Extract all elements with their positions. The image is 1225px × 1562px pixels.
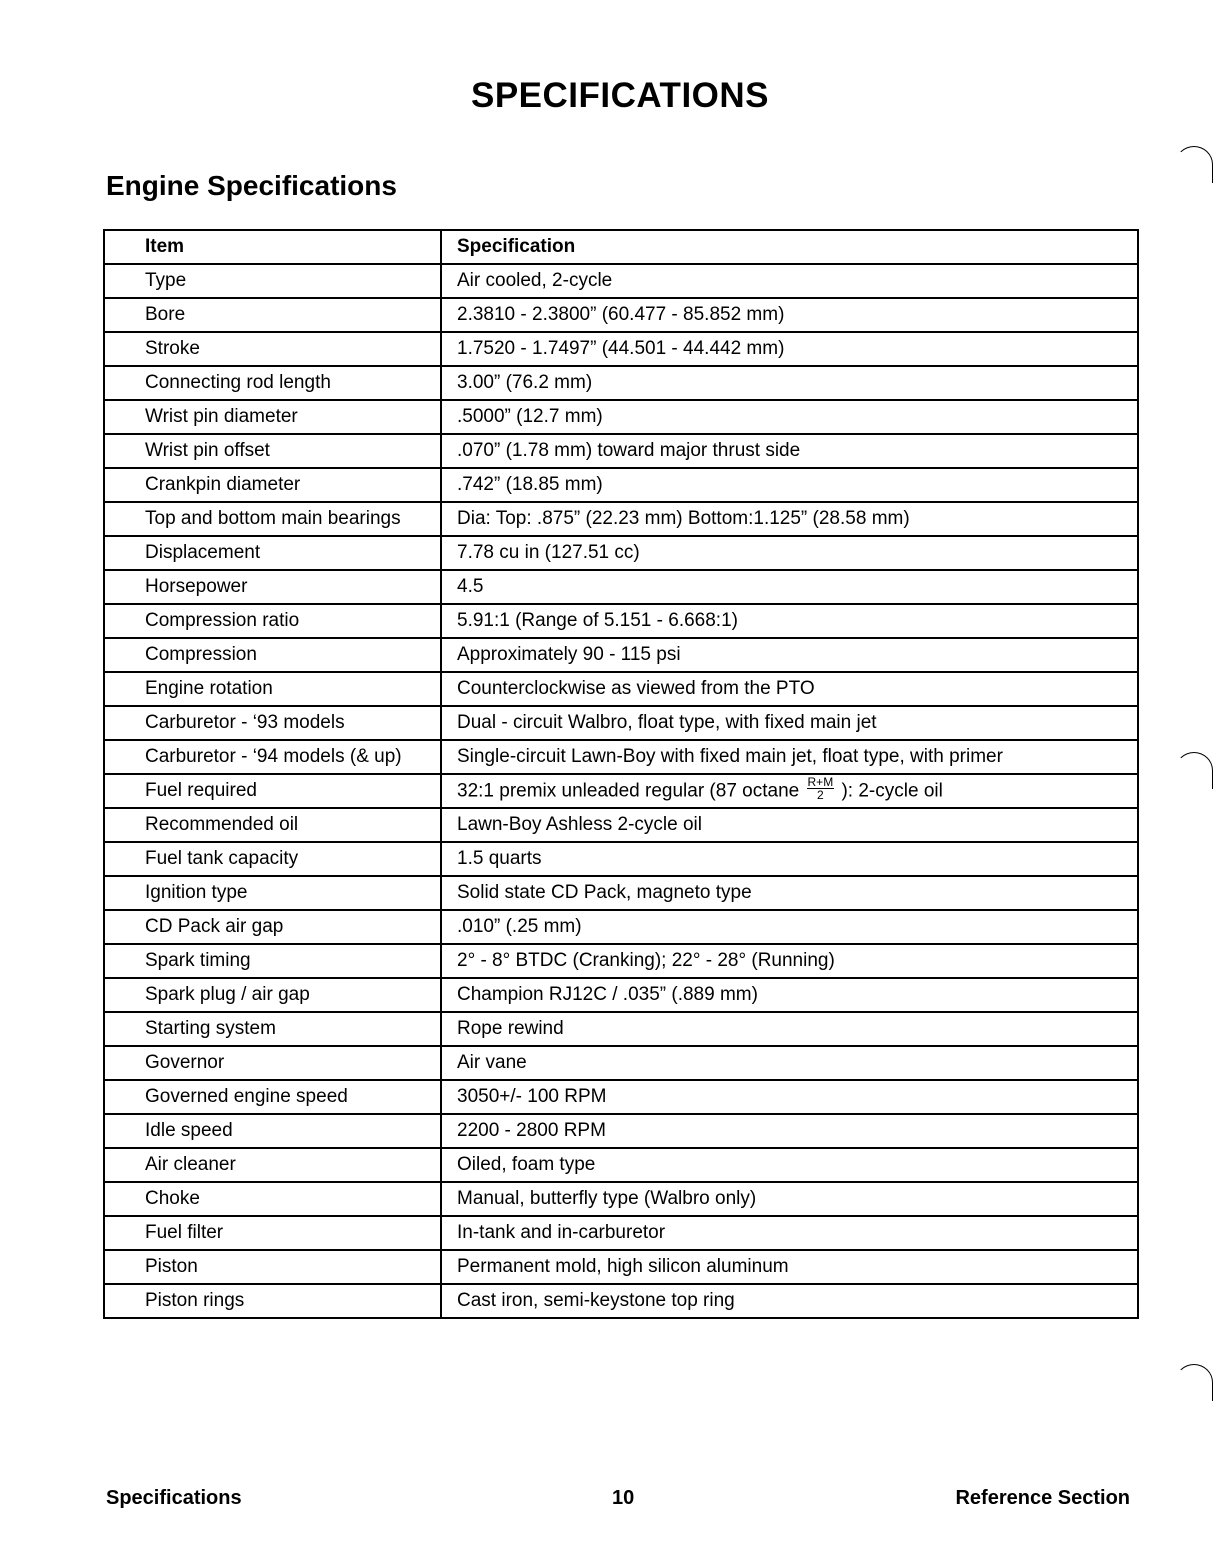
table-row [104, 876, 1138, 910]
row-item: Spark plug / air gap [104, 978, 441, 1012]
row-specification: Dual - circuit Walbro, float type, with fixed main jet [441, 706, 1138, 740]
table-row [104, 706, 1138, 740]
table-row [104, 808, 1138, 842]
row-specification: Air cooled, 2-cycle [441, 264, 1138, 298]
table-row [104, 978, 1138, 1012]
row-specification: 4.5 [441, 570, 1138, 604]
row-item: Idle speed [104, 1114, 441, 1148]
table-row [104, 502, 1138, 536]
table-row [104, 332, 1138, 366]
fuel-spec-text-after: ): 2-cycle oil [841, 780, 943, 802]
row-specification: In-tank and in-carburetor [441, 1216, 1138, 1250]
row-item: CD Pack air gap [104, 910, 441, 944]
row-specification: Air vane [441, 1046, 1138, 1080]
column-header-item: Item [104, 230, 441, 264]
table-row [104, 1114, 1138, 1148]
row-specification: .010” (.25 mm) [441, 910, 1138, 944]
row-item: Recommended oil [104, 808, 441, 842]
binder-hole-mark-middle [1175, 752, 1213, 789]
row-item: Wrist pin diameter [104, 400, 441, 434]
table-row [104, 1012, 1138, 1046]
row-item: Governor [104, 1046, 441, 1080]
row-item: Piston rings [104, 1284, 441, 1318]
table-row [104, 842, 1138, 876]
fraction-denominator: 2 [817, 787, 824, 802]
row-specification: Cast iron, semi-keystone top ring [441, 1284, 1138, 1318]
table-row [104, 366, 1138, 400]
row-specification: Dia: Top: .875” (22.23 mm) Bottom:1.125” (28.58 mm) [441, 502, 1138, 536]
row-specification: Approximately 90 - 115 psi [441, 638, 1138, 672]
row-item: Air cleaner [104, 1148, 441, 1182]
table-row [104, 944, 1138, 978]
row-specification: Single-circuit Lawn-Boy with fixed main jet, float type, with primer [441, 740, 1138, 774]
row-item: Horsepower [104, 570, 441, 604]
engine-spec-table [103, 229, 1139, 1319]
row-specification: Solid state CD Pack, magneto type [441, 876, 1138, 910]
row-item: Wrist pin offset [104, 434, 441, 468]
table-row [104, 1284, 1138, 1318]
table-row [104, 1080, 1138, 1114]
table-row [104, 434, 1138, 468]
table-row [104, 536, 1138, 570]
row-specification: 2200 - 2800 RPM [441, 1114, 1138, 1148]
row-specification: Permanent mold, high silicon aluminum [441, 1250, 1138, 1284]
row-item: Engine rotation [104, 672, 441, 706]
row-specification: 2.3810 - 2.3800” (60.477 - 85.852 mm) [441, 298, 1138, 332]
page-title: SPECIFICATIONS [470, 76, 770, 115]
row-item: Stroke [104, 332, 441, 366]
binder-hole-mark-bottom [1175, 1364, 1213, 1401]
row-specification: 1.5 quarts [441, 842, 1138, 876]
row-specification [441, 774, 1138, 808]
row-specification: Rope rewind [441, 1012, 1138, 1046]
row-specification: Counterclockwise as viewed from the PTO [441, 672, 1138, 706]
row-item: Spark timing [104, 944, 441, 978]
section-title: Engine Specifications [106, 170, 397, 201]
footer-page-number: 10 [612, 1487, 635, 1509]
row-item: Connecting rod length [104, 366, 441, 400]
row-item: Governed engine speed [104, 1080, 441, 1114]
row-item: Compression ratio [104, 604, 441, 638]
table-row [104, 468, 1138, 502]
table-row [104, 1148, 1138, 1182]
row-specification: Champion RJ12C / .035” (.889 mm) [441, 978, 1138, 1012]
octane-fraction [807, 776, 835, 801]
row-item: Piston [104, 1250, 441, 1284]
row-item: Top and bottom main bearings [104, 502, 441, 536]
row-item: Fuel required [104, 774, 441, 808]
row-specification: 2° - 8° BTDC (Cranking); 22° - 28° (Running) [441, 944, 1138, 978]
row-specification: .070” (1.78 mm) toward major thrust side [441, 434, 1138, 468]
row-item: Choke [104, 1182, 441, 1216]
table-row [104, 298, 1138, 332]
table-row [104, 1182, 1138, 1216]
row-specification: Lawn-Boy Ashless 2-cycle oil [441, 808, 1138, 842]
row-item: Carburetor - ‘93 models [104, 706, 441, 740]
table-row [104, 1250, 1138, 1284]
table-row [104, 1216, 1138, 1250]
footer-reference-section: Reference Section [955, 1487, 1130, 1509]
table-row [104, 910, 1138, 944]
table-row [104, 638, 1138, 672]
fuel-spec-text: 32:1 premix unleaded regular (87 octane [457, 780, 800, 802]
table-row [104, 570, 1138, 604]
footer-section-name: Specifications [106, 1487, 242, 1509]
row-item: Starting system [104, 1012, 441, 1046]
row-specification: 5.91:1 (Range of 5.151 - 6.668:1) [441, 604, 1138, 638]
row-item: Ignition type [104, 876, 441, 910]
row-specification: Manual, butterfly type (Walbro only) [441, 1182, 1138, 1216]
row-specification: 7.78 cu in (127.51 cc) [441, 536, 1138, 570]
table-row [104, 672, 1138, 706]
table-row [104, 400, 1138, 434]
row-item: Carburetor - ‘94 models (& up) [104, 740, 441, 774]
row-item: Crankpin diameter [104, 468, 441, 502]
table-row [104, 1046, 1138, 1080]
row-specification: .742” (18.85 mm) [441, 468, 1138, 502]
table-row [104, 774, 1138, 808]
row-item: Bore [104, 298, 441, 332]
row-item: Fuel filter [104, 1216, 441, 1250]
row-item: Type [104, 264, 441, 298]
table-row [104, 264, 1138, 298]
row-specification: .5000” (12.7 mm) [441, 400, 1138, 434]
table-row [104, 604, 1138, 638]
row-item: Displacement [104, 536, 441, 570]
row-specification: 3050+/- 100 RPM [441, 1080, 1138, 1114]
fraction-numerator: R+M [807, 774, 834, 789]
row-specification: Oiled, foam type [441, 1148, 1138, 1182]
row-item: Compression [104, 638, 441, 672]
table-row [104, 740, 1138, 774]
row-specification: 1.7520 - 1.7497” (44.501 - 44.442 mm) [441, 332, 1138, 366]
column-header-specification: Specification [441, 230, 1138, 264]
table-header-row [104, 230, 1138, 264]
binder-hole-mark-top [1175, 146, 1213, 183]
row-item: Fuel tank capacity [104, 842, 441, 876]
row-specification: 3.00” (76.2 mm) [441, 366, 1138, 400]
